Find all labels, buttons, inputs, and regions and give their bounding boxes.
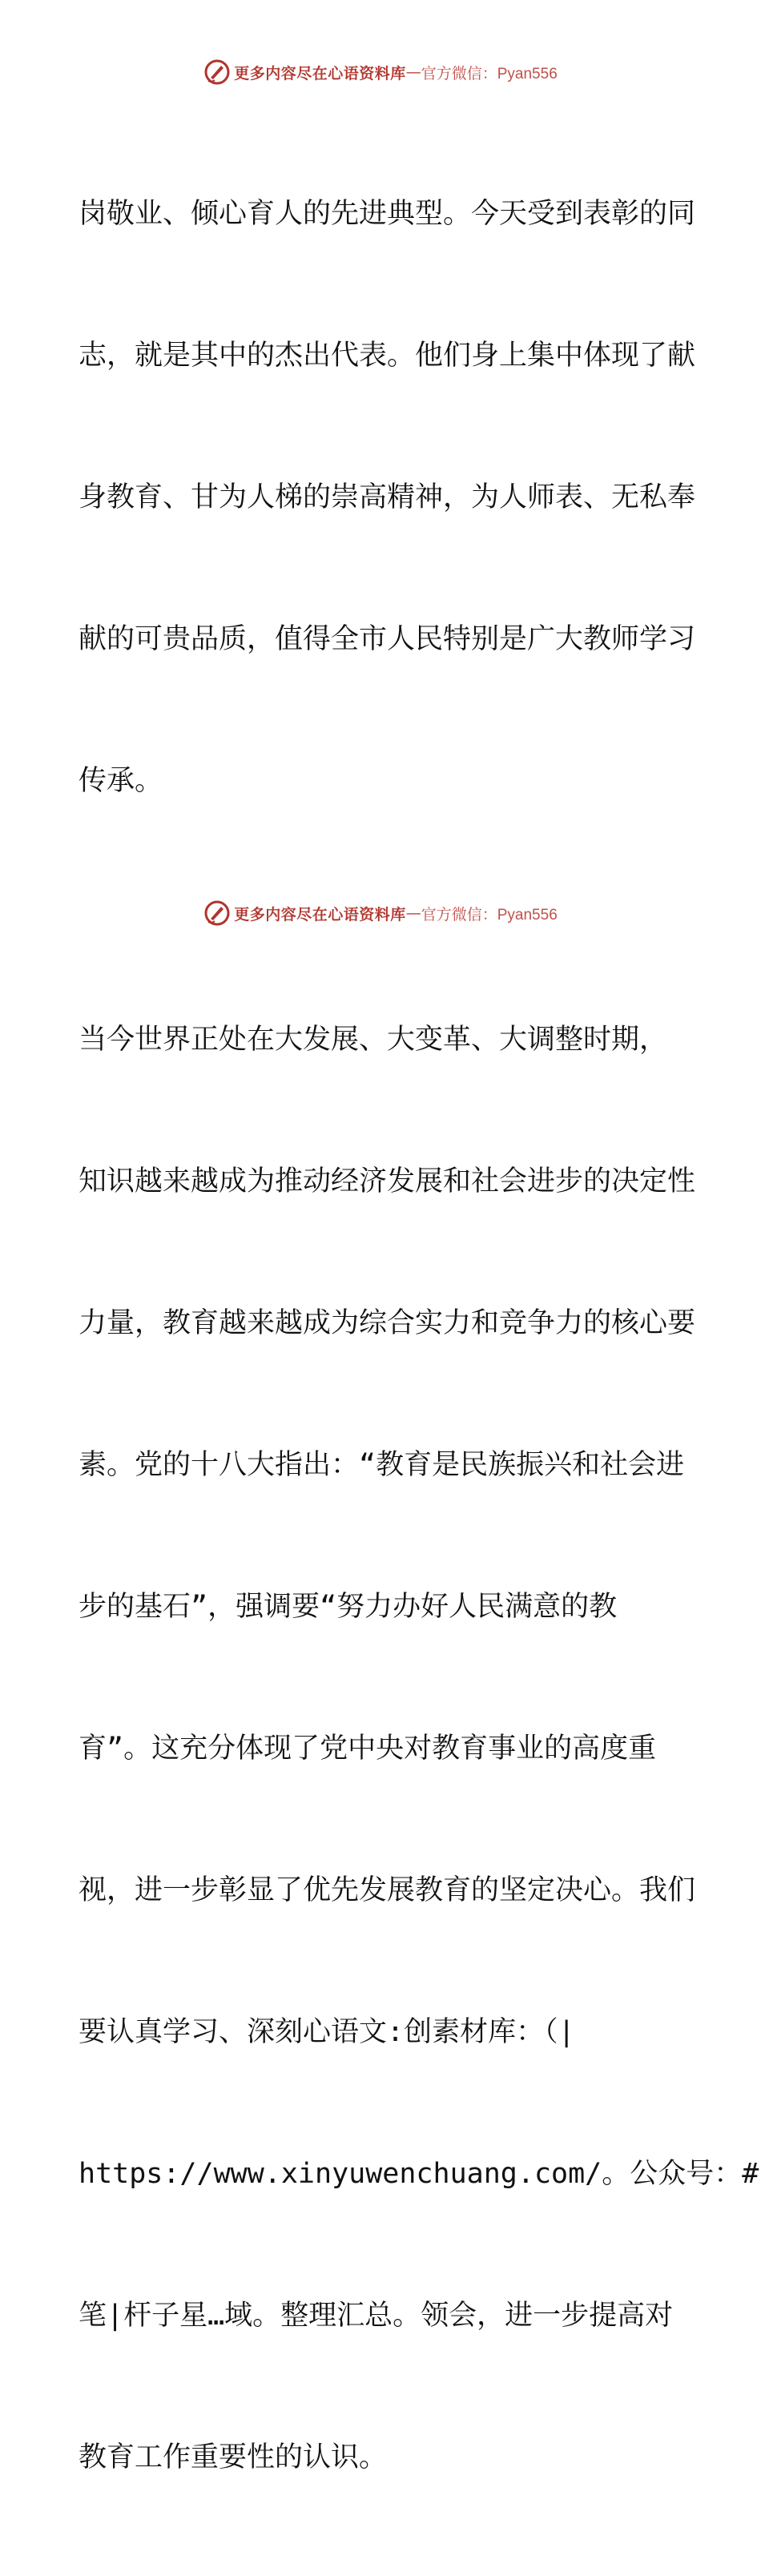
banner-separator: —	[405, 904, 421, 922]
footer-banner	[0, 897, 761, 929]
paragraph-1	[79, 96, 696, 900]
pen-logo-icon	[203, 900, 231, 927]
banner-text: 更多内容尽在心语资料库	[234, 905, 406, 924]
banner-separator: —	[405, 63, 421, 81]
text-line: 步的基石”，强调要“努力办好人民满意的教	[79, 1591, 618, 1623]
text-line: 笔|杆子星…域。整理汇总。领会，进一步提高对	[79, 2300, 674, 2332]
text-line: 知识越来越成为推动经济发展和社会进步的决定性	[79, 1165, 696, 1197]
text-line: 传承。	[79, 765, 163, 797]
text-line: 身教育、甘为人梯的崇高精神，为人师表、无私奉	[79, 481, 696, 513]
text-line: 当今世界正处在大发展、大变革、大调整时期，	[79, 1024, 668, 1056]
text-line: 力量，教育越来越成为综合实力和竞争力的核心要	[79, 1307, 696, 1339]
banner-wechat: 官方微信：Pyan556	[421, 65, 558, 83]
text-line: 要认真学习、深刻心语文:创素材库：（|	[79, 2016, 575, 2048]
text-line: 献的可贵品质，值得全市人民特别是广大教师学习	[79, 623, 696, 655]
banner-text: 更多内容尽在心语资料库	[234, 64, 406, 83]
banner-wechat: 官方微信：Pyan556	[421, 906, 558, 924]
paragraph-2	[79, 922, 759, 2576]
text-line: 岗敬业、倾心育人的先进典型。今天受到表彰的同	[79, 198, 696, 230]
text-line: 育”。这充分体现了党中央对教育事业的高度重	[79, 1733, 657, 1765]
text-line: 教育工作重要性的认识。	[79, 2441, 388, 2473]
pen-logo-icon	[203, 58, 231, 86]
text-line: 素。党的十八大指出：“教育是民族振兴和社会进	[79, 1449, 685, 1481]
text-line: 视，进一步彰显了优先发展教育的坚定决心。我们	[79, 1874, 696, 1906]
text-line: 志，就是其中的杰出代表。他们身上集中体现了献	[79, 340, 696, 372]
document-body	[79, 96, 759, 2576]
header-banner	[0, 56, 761, 88]
text-line-link: https://www.xinyuwenchuang.com/。公众号：#	[79, 2158, 759, 2190]
